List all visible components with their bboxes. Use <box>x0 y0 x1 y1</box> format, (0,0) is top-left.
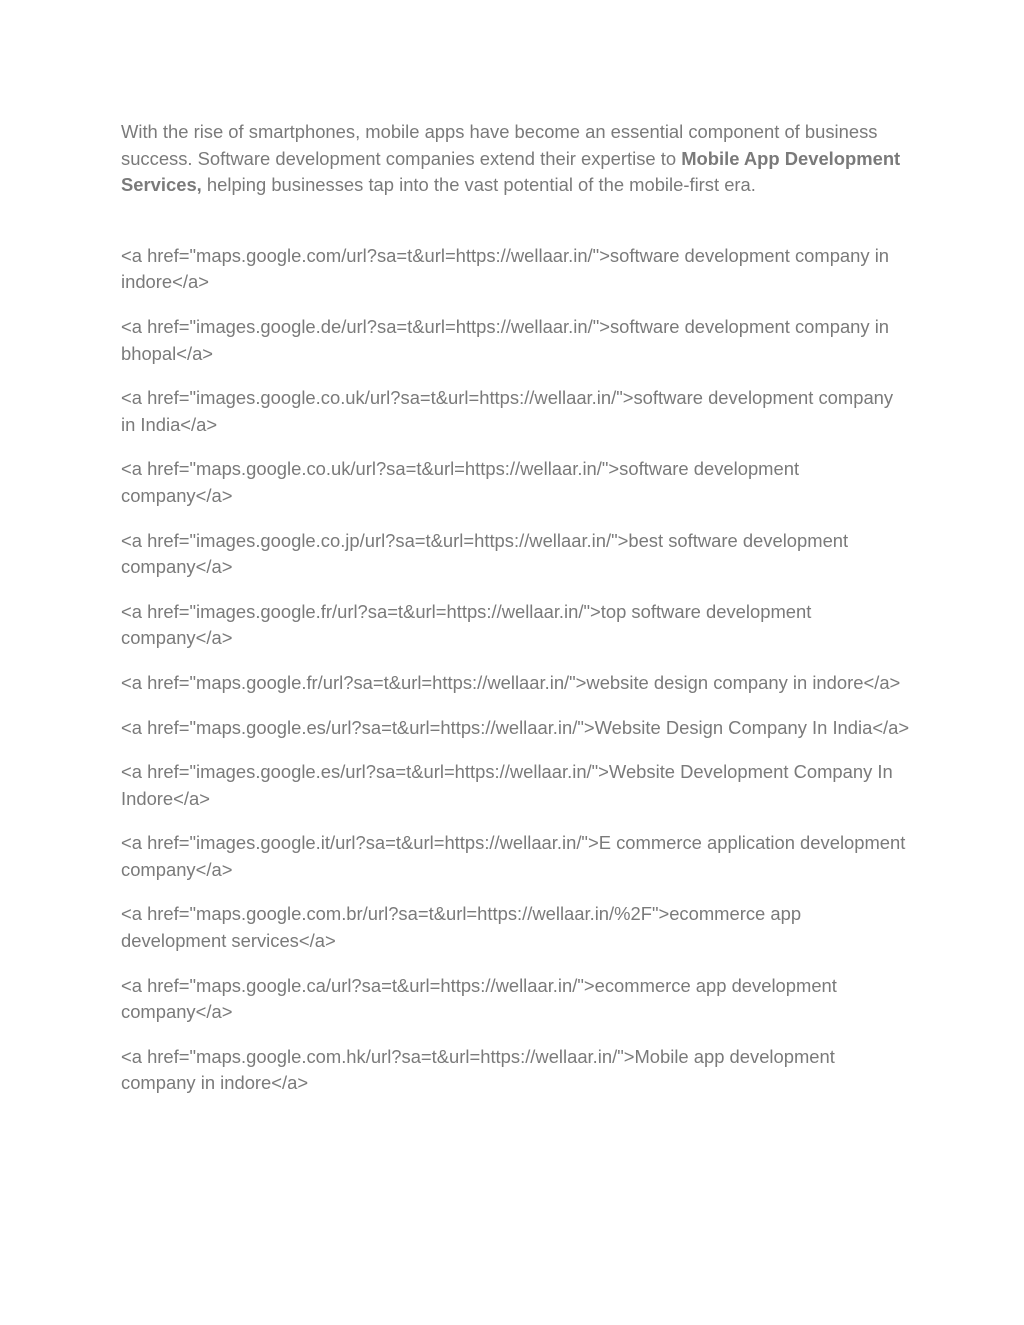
intro-bold-text: Mobile App Development Services, <box>121 147 901 196</box>
link-line-1: <a href="maps.google.com/url?sa=t&url=https://wellaar.in/">software development company in indore</a> <box>121 244 890 293</box>
link-list <box>121 243 911 1097</box>
intro-text-after: helping businesses tap into the vast potential of the mobile-first era. <box>201 174 756 196</box>
intro-text-before: With the rise of smartphones, mobile apps have become an essential component of business success. Software development companies extend their expertise to <box>121 121 878 169</box>
link-line-6: <a href="images.google.fr/url?sa=t&url=https://wellaar.in/">top software development company</a> <box>121 600 812 649</box>
link-line-3: <a href="images.google.co.uk/url?sa=t&url=https://wellaar.in/">software development company in India</a> <box>121 387 894 435</box>
link-line-10: <a href="images.google.it/url?sa=t&url=https://wellaar.in/">E commerce application development company</a> <box>121 832 906 880</box>
link-line-2: <a href="images.google.de/url?sa=t&url=https://wellaar.in/">software development company in bhopal</a> <box>121 315 890 364</box>
link-line-8: <a href="maps.google.es/url?sa=t&url=https://wellaar.in/">Website Design Company In India</a> <box>121 716 910 738</box>
link-line-4: <a href="maps.google.co.uk/url?sa=t&url=https://wellaar.in/">software development company</a> <box>121 458 800 506</box>
link-line-11: <a href="maps.google.com.br/url?sa=t&url=https://wellaar.in/%2F">ecommerce app development services</a> <box>121 903 802 952</box>
document-page <box>121 119 911 1115</box>
intro-paragraph <box>121 119 911 199</box>
link-line-5: <a href="images.google.co.jp/url?sa=t&url=https://wellaar.in/">best software development company</a> <box>121 529 849 578</box>
link-line-9: <a href="images.google.es/url?sa=t&url=https://wellaar.in/">Website Development Company In Indore</a> <box>121 761 893 809</box>
link-line-13: <a href="maps.google.com.hk/url?sa=t&url=https://wellaar.in/">Mobile app development company in indore</a> <box>121 1045 835 1094</box>
link-line-12: <a href="maps.google.ca/url?sa=t&url=https://wellaar.in/">ecommerce app development company</a> <box>121 974 837 1023</box>
link-line-7: <a href="maps.google.fr/url?sa=t&url=https://wellaar.in/">website design company in indore</a> <box>121 671 901 693</box>
